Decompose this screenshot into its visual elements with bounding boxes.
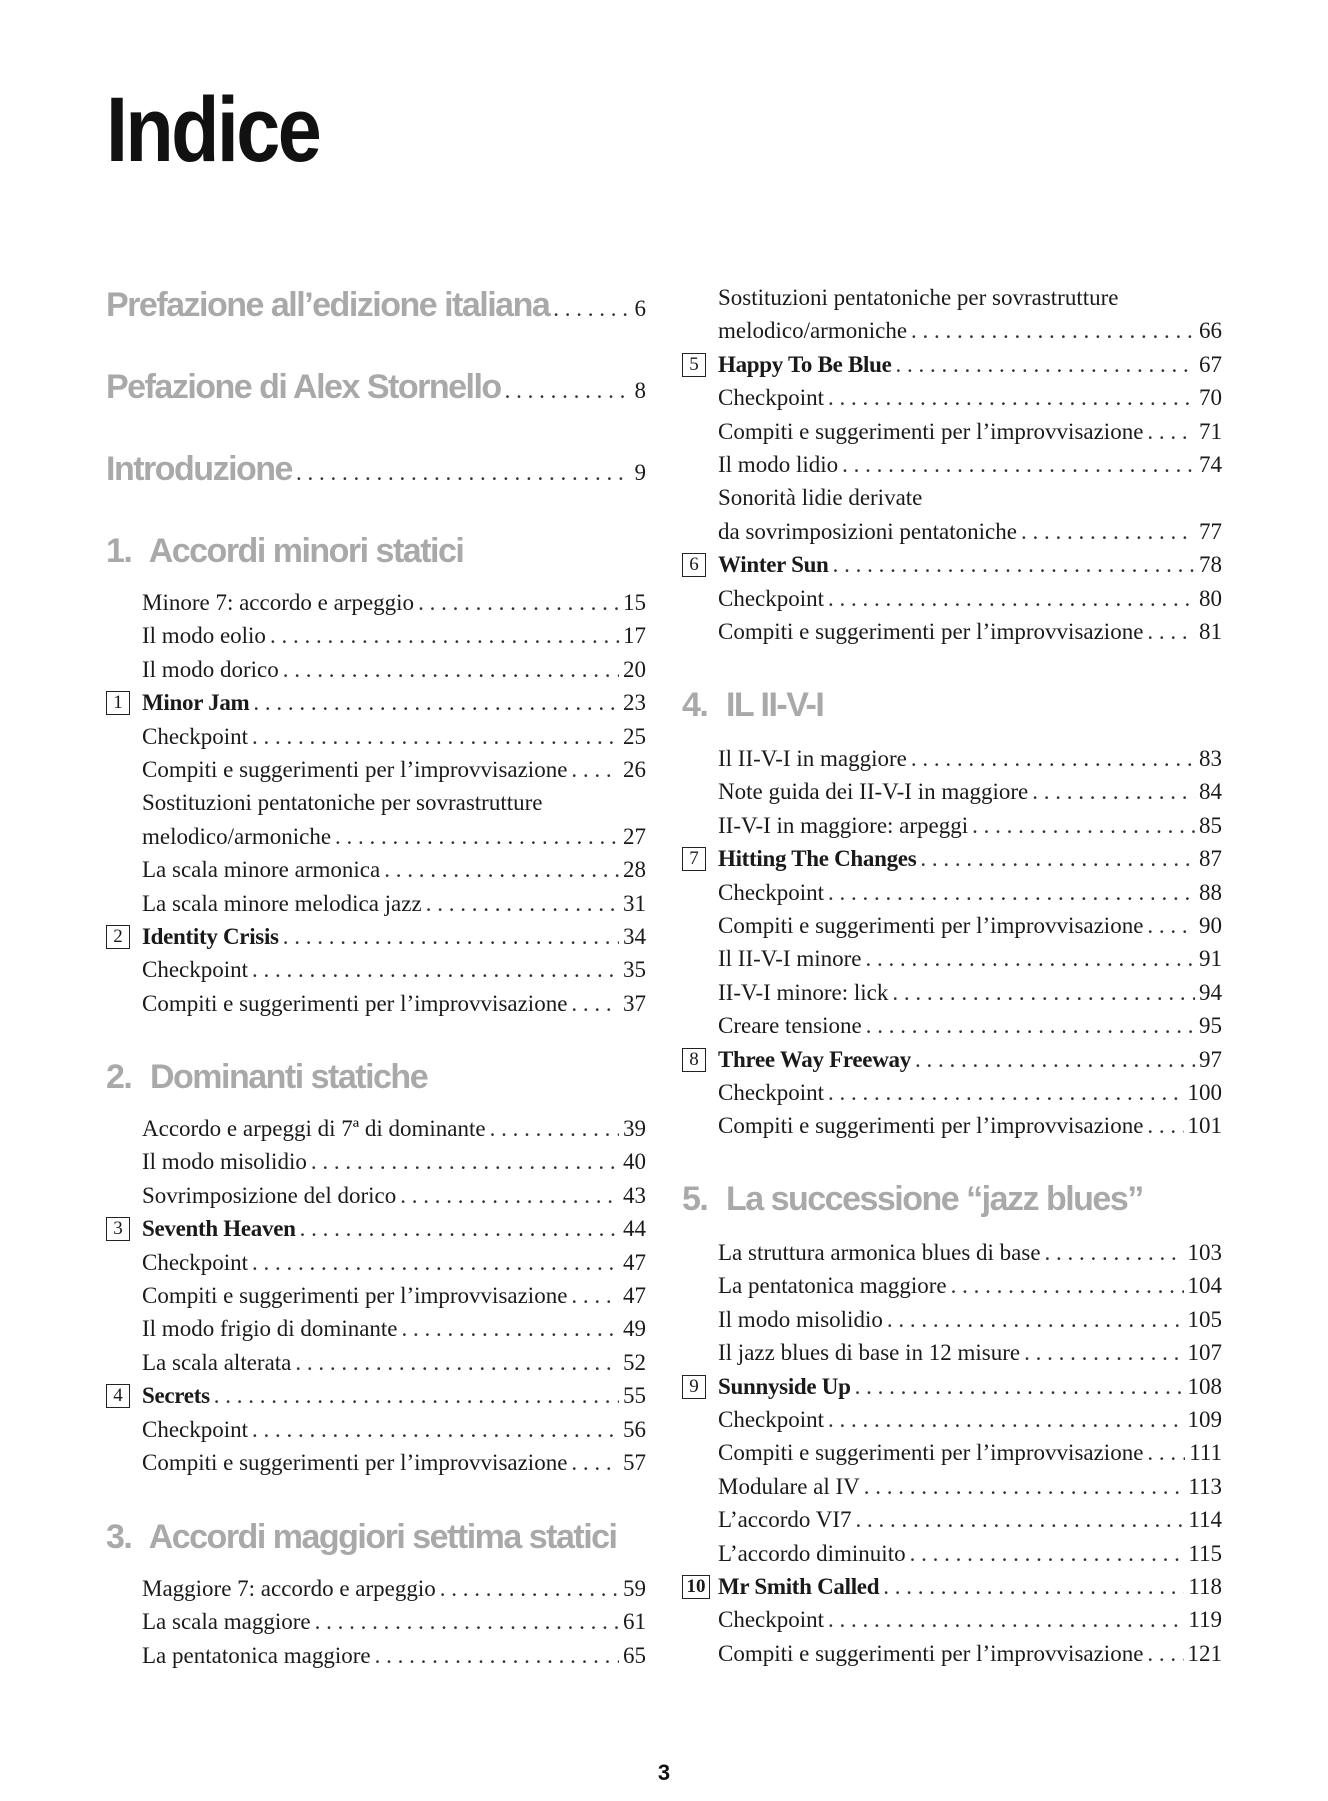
leader-dots bbox=[490, 1114, 619, 1144]
leader-dots bbox=[311, 1147, 619, 1177]
leader-dots bbox=[296, 460, 631, 486]
leader-dots bbox=[1147, 1111, 1183, 1141]
leader-dots bbox=[252, 722, 619, 752]
toc-entry[interactable] bbox=[106, 1147, 646, 1180]
leader-dots bbox=[896, 350, 1195, 380]
entry-title: Il jazz blues di base in 12 misure bbox=[718, 1340, 1021, 1366]
leader-dots bbox=[402, 1314, 619, 1344]
chapter-title: Accordi maggiori settima statici bbox=[148, 1518, 617, 1556]
entry-title: Checkpoint bbox=[718, 385, 825, 411]
leader-dots bbox=[911, 744, 1195, 774]
entry-title: Checkpoint bbox=[142, 1249, 249, 1275]
toc-entry[interactable] bbox=[682, 483, 1222, 516]
entry-title: La scala alterata bbox=[142, 1349, 292, 1375]
leader-dots bbox=[866, 944, 1196, 974]
toc-tune-entry[interactable] bbox=[682, 350, 1222, 383]
entry-title: Il II-V-I minore bbox=[718, 946, 862, 972]
entry-page: 85 bbox=[1199, 812, 1222, 838]
toc-entry[interactable] bbox=[106, 889, 646, 922]
entry-title: Sovrimposizione del dorico bbox=[142, 1182, 397, 1208]
entry-page: 70 bbox=[1199, 385, 1222, 411]
toc-entry[interactable] bbox=[682, 450, 1222, 483]
leader-dots bbox=[1021, 517, 1195, 547]
toc-entry[interactable] bbox=[106, 1181, 646, 1214]
entry-title: Checkpoint bbox=[142, 723, 249, 749]
entry-title: II-V-I in maggiore: arpeggi bbox=[718, 812, 969, 838]
toc-entry[interactable] bbox=[106, 955, 646, 988]
tune-number-box: 3 bbox=[106, 1217, 130, 1241]
tune-number-box: 4 bbox=[106, 1384, 130, 1408]
entry-page: 15 bbox=[623, 590, 646, 615]
entry-page: 61 bbox=[623, 1609, 646, 1635]
entry-title: Sostituzioni pentatoniche per sovrastrutture bbox=[718, 285, 1119, 310]
chapter-number: 2. bbox=[106, 1058, 132, 1096]
entry-page: 34 bbox=[623, 924, 646, 949]
entry-title: Checkpoint bbox=[718, 585, 825, 611]
toc-entry[interactable] bbox=[682, 1078, 1222, 1111]
front-entry-label: Introduzione bbox=[106, 450, 292, 488]
leader-dots bbox=[418, 588, 619, 618]
entry-page: 95 bbox=[1199, 1013, 1222, 1039]
entry-page: 87 bbox=[1199, 846, 1222, 872]
entry-page: 17 bbox=[623, 623, 646, 649]
page-title: Indice bbox=[106, 79, 320, 181]
leader-dots bbox=[828, 383, 1195, 413]
entry-title: Secrets bbox=[142, 1383, 210, 1409]
toc-entry[interactable] bbox=[682, 811, 1222, 844]
toc-entry[interactable] bbox=[682, 911, 1222, 944]
entry-title: Il modo frigio di dominante bbox=[142, 1316, 398, 1342]
toc-front-entry[interactable] bbox=[106, 368, 646, 407]
entry-page: 105 bbox=[1187, 1306, 1222, 1332]
entry-page: 121 bbox=[1187, 1640, 1222, 1666]
leader-dots bbox=[375, 1641, 619, 1671]
toc-tune-entry[interactable] bbox=[682, 1572, 1222, 1605]
entry-page: 94 bbox=[1199, 979, 1222, 1005]
chapter-heading[interactable] bbox=[682, 1180, 1143, 1219]
leader-dots bbox=[911, 316, 1195, 346]
entry-title: Il modo dorico bbox=[142, 656, 279, 682]
toc-entry[interactable] bbox=[106, 1448, 646, 1481]
entry-title: Compiti e suggerimenti per l’improvvisazione bbox=[718, 1113, 1144, 1139]
entry-page: 43 bbox=[623, 1182, 646, 1208]
chapter-heading[interactable] bbox=[106, 1058, 427, 1097]
leader-dots bbox=[887, 1305, 1184, 1335]
chapter-title: Dominanti statiche bbox=[149, 1058, 428, 1096]
entry-page: 74 bbox=[1199, 452, 1222, 477]
entry-page: 109 bbox=[1187, 1407, 1222, 1432]
entry-title: Il modo lidio bbox=[718, 452, 839, 477]
entry-title: Identity Crisis bbox=[142, 924, 279, 949]
entry-page: 77 bbox=[1199, 518, 1222, 544]
toc-entry[interactable] bbox=[682, 383, 1222, 416]
entry-page: 25 bbox=[623, 723, 646, 749]
leader-dots bbox=[505, 378, 631, 404]
toc-tune-entry[interactable] bbox=[682, 550, 1222, 583]
toc-entry[interactable] bbox=[106, 1314, 646, 1347]
leader-dots bbox=[571, 755, 619, 785]
toc-tune-entry[interactable] bbox=[682, 844, 1222, 877]
entry-title: da sovrimposizioni pentatoniche bbox=[718, 518, 1017, 544]
leader-dots bbox=[1147, 417, 1195, 447]
entry-title: La struttura armonica blues di base bbox=[718, 1240, 1041, 1265]
entry-page: 115 bbox=[1188, 1540, 1222, 1566]
entry-title: Checkpoint bbox=[718, 879, 825, 905]
entry-page: 107 bbox=[1187, 1340, 1222, 1366]
toc-entry[interactable] bbox=[106, 1607, 646, 1640]
leader-dots bbox=[295, 1348, 619, 1378]
entry-title: Checkpoint bbox=[142, 1416, 249, 1442]
toc-entry[interactable] bbox=[682, 1111, 1222, 1144]
toc-tune-entry[interactable] bbox=[682, 1045, 1222, 1078]
entry-title: Il II-V-I in maggiore bbox=[718, 746, 907, 771]
entry-title: Happy To Be Blue bbox=[718, 351, 892, 377]
entry-title: Accordo e arpeggi di 7ª di dominante bbox=[142, 1116, 486, 1141]
leader-dots bbox=[833, 550, 1195, 580]
entry-title: Il modo misolidio bbox=[718, 1306, 883, 1332]
leader-dots bbox=[920, 844, 1195, 874]
entry-page: 47 bbox=[623, 1283, 646, 1308]
entry-page: 113 bbox=[1188, 1473, 1222, 1499]
leader-dots bbox=[553, 296, 630, 322]
leader-dots bbox=[283, 922, 619, 952]
front-entry-label: Pefazione di Alex Stornello bbox=[106, 368, 501, 406]
toc-entry[interactable] bbox=[106, 722, 646, 755]
entry-title: Il modo eolio bbox=[142, 623, 266, 649]
page-number: 3 bbox=[657, 1760, 671, 1785]
entry-title: Compiti e suggerimenti per l’improvvisazione bbox=[718, 1440, 1144, 1466]
entry-title: Sostituzioni pentatoniche per sovrastrutture bbox=[142, 790, 543, 816]
toc-entry[interactable] bbox=[106, 788, 646, 821]
leader-dots bbox=[864, 1472, 1185, 1502]
entry-title: Compiti e suggerimenti per l’improvvisazione bbox=[718, 418, 1144, 444]
entry-page: 37 bbox=[623, 990, 646, 1016]
leader-dots bbox=[828, 584, 1195, 614]
chapter-heading[interactable] bbox=[682, 686, 823, 725]
toc-entry[interactable] bbox=[106, 1415, 646, 1448]
leader-dots bbox=[283, 655, 619, 685]
leader-dots bbox=[252, 1248, 619, 1278]
toc-entry[interactable] bbox=[106, 655, 646, 688]
leader-dots bbox=[856, 1505, 1185, 1535]
entry-page: 27 bbox=[623, 823, 646, 849]
tune-number-box: 1 bbox=[106, 691, 130, 715]
leader-dots bbox=[571, 989, 619, 1019]
entry-title: Sonorità lidie derivate bbox=[718, 485, 923, 511]
toc-entry[interactable] bbox=[106, 1248, 646, 1281]
toc-entry[interactable] bbox=[106, 822, 646, 855]
entry-page: 71 bbox=[1199, 418, 1222, 444]
toc-entry[interactable] bbox=[106, 1114, 646, 1147]
chapter-heading[interactable] bbox=[106, 532, 463, 571]
toc-entry[interactable] bbox=[106, 1281, 646, 1314]
leader-dots bbox=[426, 889, 619, 919]
toc-tune-entry[interactable] bbox=[106, 922, 646, 955]
entry-page: 97 bbox=[1199, 1046, 1222, 1072]
toc-entry[interactable] bbox=[682, 584, 1222, 617]
leader-dots bbox=[252, 955, 619, 985]
entry-page: 104 bbox=[1187, 1273, 1222, 1299]
toc-entry[interactable] bbox=[682, 978, 1222, 1011]
entry-title: II-V-I minore: lick bbox=[718, 979, 889, 1005]
toc-entry[interactable] bbox=[106, 1574, 646, 1607]
leader-dots bbox=[1024, 1338, 1183, 1368]
toc-tune-entry[interactable] bbox=[106, 1214, 646, 1247]
front-entry-page: 9 bbox=[634, 460, 646, 485]
toc-tune-entry[interactable] bbox=[682, 1372, 1222, 1405]
entry-page: 84 bbox=[1199, 779, 1222, 805]
tune-number-box: 10 bbox=[682, 1575, 710, 1599]
entry-page: 26 bbox=[623, 757, 646, 782]
entry-title: Checkpoint bbox=[142, 957, 249, 983]
leader-dots bbox=[253, 688, 619, 718]
entry-page: 56 bbox=[623, 1416, 646, 1442]
toc-entry[interactable] bbox=[682, 1305, 1222, 1338]
leader-dots bbox=[571, 1281, 619, 1311]
entry-title: Mr Smith Called bbox=[718, 1574, 880, 1599]
toc-entry[interactable] bbox=[682, 777, 1222, 810]
entry-title: Compiti e suggerimenti per l’improvvisazione bbox=[142, 1450, 568, 1475]
entry-page: 108 bbox=[1187, 1373, 1222, 1399]
entry-title: Modulare al IV bbox=[718, 1473, 860, 1499]
leader-dots bbox=[828, 878, 1195, 908]
entry-title: Compiti e suggerimenti per l’improvvisazione bbox=[718, 913, 1144, 938]
entry-title: Minore 7: accordo e arpeggio bbox=[142, 590, 415, 615]
entry-page: 39 bbox=[623, 1116, 646, 1141]
leader-dots bbox=[866, 1011, 1195, 1041]
leader-dots bbox=[828, 1405, 1183, 1435]
entry-page: 57 bbox=[623, 1450, 646, 1475]
entry-page: 40 bbox=[623, 1149, 646, 1175]
leader-dots bbox=[855, 1372, 1184, 1402]
leader-dots bbox=[270, 621, 619, 651]
leader-dots bbox=[1147, 1438, 1185, 1468]
chapter-number: 5. bbox=[682, 1180, 708, 1218]
toc-entry[interactable] bbox=[682, 316, 1222, 349]
leader-dots bbox=[252, 1415, 619, 1445]
tune-number-box: 8 bbox=[682, 1048, 706, 1072]
toc-entry[interactable] bbox=[682, 517, 1222, 550]
chapter-heading[interactable] bbox=[106, 1518, 617, 1557]
entry-page: 20 bbox=[623, 656, 646, 682]
chapter-title: IL II-V-I bbox=[725, 686, 824, 724]
entry-title: Compiti e suggerimenti per l’improvvisazione bbox=[718, 1640, 1144, 1666]
toc-front-entry[interactable] bbox=[106, 286, 646, 325]
entry-title: Compiti e suggerimenti per l’improvvisazione bbox=[142, 990, 568, 1016]
entry-page: 35 bbox=[623, 957, 646, 983]
entry-page: 23 bbox=[623, 690, 646, 716]
leader-dots bbox=[300, 1214, 619, 1244]
entry-page: 90 bbox=[1199, 913, 1222, 938]
front-entry-page: 6 bbox=[634, 296, 646, 321]
entry-page: 52 bbox=[623, 1349, 646, 1375]
entry-page: 49 bbox=[623, 1316, 646, 1342]
entry-title: La scala maggiore bbox=[142, 1609, 311, 1635]
entry-title: Compiti e suggerimenti per l’improvvisazione bbox=[142, 1283, 568, 1308]
leader-dots bbox=[1032, 777, 1195, 807]
leader-dots bbox=[1147, 911, 1195, 941]
entry-page: 118 bbox=[1188, 1574, 1222, 1599]
entry-title: Winter Sun bbox=[718, 552, 829, 578]
leader-dots bbox=[915, 1045, 1195, 1075]
tune-number-box: 5 bbox=[682, 353, 706, 377]
toc-entry[interactable] bbox=[106, 989, 646, 1022]
leader-dots bbox=[1147, 1639, 1183, 1669]
leader-dots bbox=[384, 855, 619, 885]
entry-page: 101 bbox=[1187, 1113, 1222, 1139]
toc-entry[interactable] bbox=[682, 944, 1222, 977]
leader-dots bbox=[883, 1572, 1184, 1602]
entry-page: 83 bbox=[1199, 746, 1222, 771]
leader-dots bbox=[214, 1381, 619, 1411]
front-entry-page: 8 bbox=[634, 378, 646, 403]
entry-page: 59 bbox=[623, 1576, 646, 1601]
entry-title: Checkpoint bbox=[718, 1080, 825, 1105]
entry-title: Checkpoint bbox=[718, 1607, 825, 1633]
entry-title: Hitting The Changes bbox=[718, 846, 917, 872]
toc-entry[interactable] bbox=[106, 621, 646, 654]
toc-entry[interactable] bbox=[682, 617, 1222, 650]
leader-dots bbox=[842, 450, 1195, 480]
leader-dots bbox=[571, 1448, 619, 1478]
leader-dots bbox=[828, 1605, 1184, 1635]
toc-entry[interactable] bbox=[682, 1605, 1222, 1638]
chapter-title: Accordi minori statici bbox=[148, 532, 464, 570]
toc-entry[interactable] bbox=[682, 1505, 1222, 1538]
tune-number-box: 7 bbox=[682, 847, 706, 871]
entry-title: Il modo misolidio bbox=[142, 1149, 307, 1175]
tune-number-box: 9 bbox=[682, 1375, 706, 1399]
entry-title: Sunnyside Up bbox=[718, 1373, 851, 1399]
leader-dots bbox=[972, 811, 1195, 841]
entry-title: Minor Jam bbox=[142, 690, 250, 716]
leader-dots bbox=[315, 1607, 619, 1637]
entry-title: La pentatonica maggiore bbox=[142, 1642, 371, 1668]
entry-page: 31 bbox=[623, 890, 646, 916]
entry-page: 103 bbox=[1187, 1240, 1222, 1265]
toc-entry[interactable] bbox=[682, 417, 1222, 450]
entry-title: La pentatonica maggiore bbox=[718, 1273, 947, 1299]
entry-page: 88 bbox=[1199, 879, 1222, 905]
front-entry-label: Prefazione all’edizione italiana bbox=[106, 286, 550, 324]
toc-entry[interactable] bbox=[106, 855, 646, 888]
entry-title: L’accordo VI7 bbox=[718, 1507, 852, 1533]
entry-title: Compiti e suggerimenti per l’improvvisazione bbox=[142, 757, 568, 782]
toc-entry[interactable] bbox=[682, 1238, 1222, 1271]
entry-page: 119 bbox=[1188, 1607, 1222, 1633]
chapter-number: 4. bbox=[682, 686, 708, 724]
entry-title: melodico/armoniche bbox=[142, 823, 332, 849]
chapter-number: 1. bbox=[106, 532, 132, 570]
tune-number-box: 6 bbox=[682, 553, 706, 577]
toc-entry[interactable] bbox=[682, 1438, 1222, 1471]
leader-dots bbox=[951, 1271, 1184, 1301]
entry-title: Compiti e suggerimenti per l’improvvisazione bbox=[718, 619, 1144, 644]
entry-page: 100 bbox=[1187, 1080, 1222, 1105]
toc-entry[interactable] bbox=[106, 1641, 646, 1674]
entry-page: 114 bbox=[1188, 1507, 1222, 1533]
toc-entry[interactable] bbox=[682, 1539, 1222, 1572]
entry-title: La scala minore melodica jazz bbox=[142, 890, 422, 916]
toc-front-entry[interactable] bbox=[106, 450, 646, 489]
leader-dots bbox=[1147, 617, 1195, 647]
entry-page: 55 bbox=[623, 1383, 646, 1409]
chapter-number: 3. bbox=[106, 1518, 132, 1556]
entry-page: 67 bbox=[1199, 351, 1222, 377]
toc-entry[interactable] bbox=[682, 1338, 1222, 1371]
entry-page: 47 bbox=[623, 1249, 646, 1275]
toc-entry[interactable] bbox=[682, 744, 1222, 777]
toc-entry[interactable] bbox=[682, 283, 1222, 316]
entry-page: 80 bbox=[1199, 585, 1222, 611]
toc-tune-entry[interactable] bbox=[106, 1381, 646, 1414]
chapter-title: La successione “jazz blues” bbox=[725, 1180, 1143, 1218]
toc-entry[interactable] bbox=[682, 1639, 1222, 1672]
toc-entry[interactable] bbox=[682, 1271, 1222, 1304]
entry-title: L’accordo diminuito bbox=[718, 1540, 906, 1566]
toc-entry[interactable] bbox=[682, 878, 1222, 911]
leader-dots bbox=[400, 1181, 619, 1211]
leader-dots bbox=[440, 1574, 619, 1604]
leader-dots bbox=[892, 978, 1195, 1008]
entry-title: Three Way Freeway bbox=[718, 1046, 911, 1072]
entry-title: Note guida dei II-V-I in maggiore bbox=[718, 779, 1029, 805]
entry-page: 44 bbox=[623, 1216, 646, 1242]
entry-title: Creare tensione bbox=[718, 1013, 862, 1039]
entry-page: 81 bbox=[1199, 619, 1222, 644]
entry-title: Checkpoint bbox=[718, 1407, 825, 1432]
entry-title: La scala minore armonica bbox=[142, 857, 381, 883]
entry-page: 91 bbox=[1199, 946, 1222, 972]
entry-page: 65 bbox=[623, 1642, 646, 1668]
toc-entry[interactable] bbox=[682, 1011, 1222, 1044]
leader-dots bbox=[1045, 1238, 1184, 1268]
entry-title: Seventh Heaven bbox=[142, 1216, 296, 1242]
entry-title: Maggiore 7: accordo e arpeggio bbox=[142, 1576, 436, 1601]
entry-page: 66 bbox=[1199, 318, 1222, 344]
toc-entry[interactable] bbox=[106, 588, 646, 621]
entry-page: 28 bbox=[623, 857, 646, 883]
toc-entry[interactable] bbox=[106, 1348, 646, 1381]
toc-tune-entry[interactable] bbox=[106, 688, 646, 721]
tune-number-box: 2 bbox=[106, 925, 130, 949]
toc-entry[interactable] bbox=[682, 1405, 1222, 1438]
toc-entry[interactable] bbox=[682, 1472, 1222, 1505]
toc-entry[interactable] bbox=[106, 755, 646, 788]
entry-page: 78 bbox=[1199, 552, 1222, 578]
entry-page: 111 bbox=[1189, 1440, 1222, 1466]
leader-dots bbox=[335, 822, 619, 852]
leader-dots bbox=[910, 1539, 1185, 1569]
entry-title: melodico/armoniche bbox=[718, 318, 908, 344]
leader-dots bbox=[828, 1078, 1183, 1108]
